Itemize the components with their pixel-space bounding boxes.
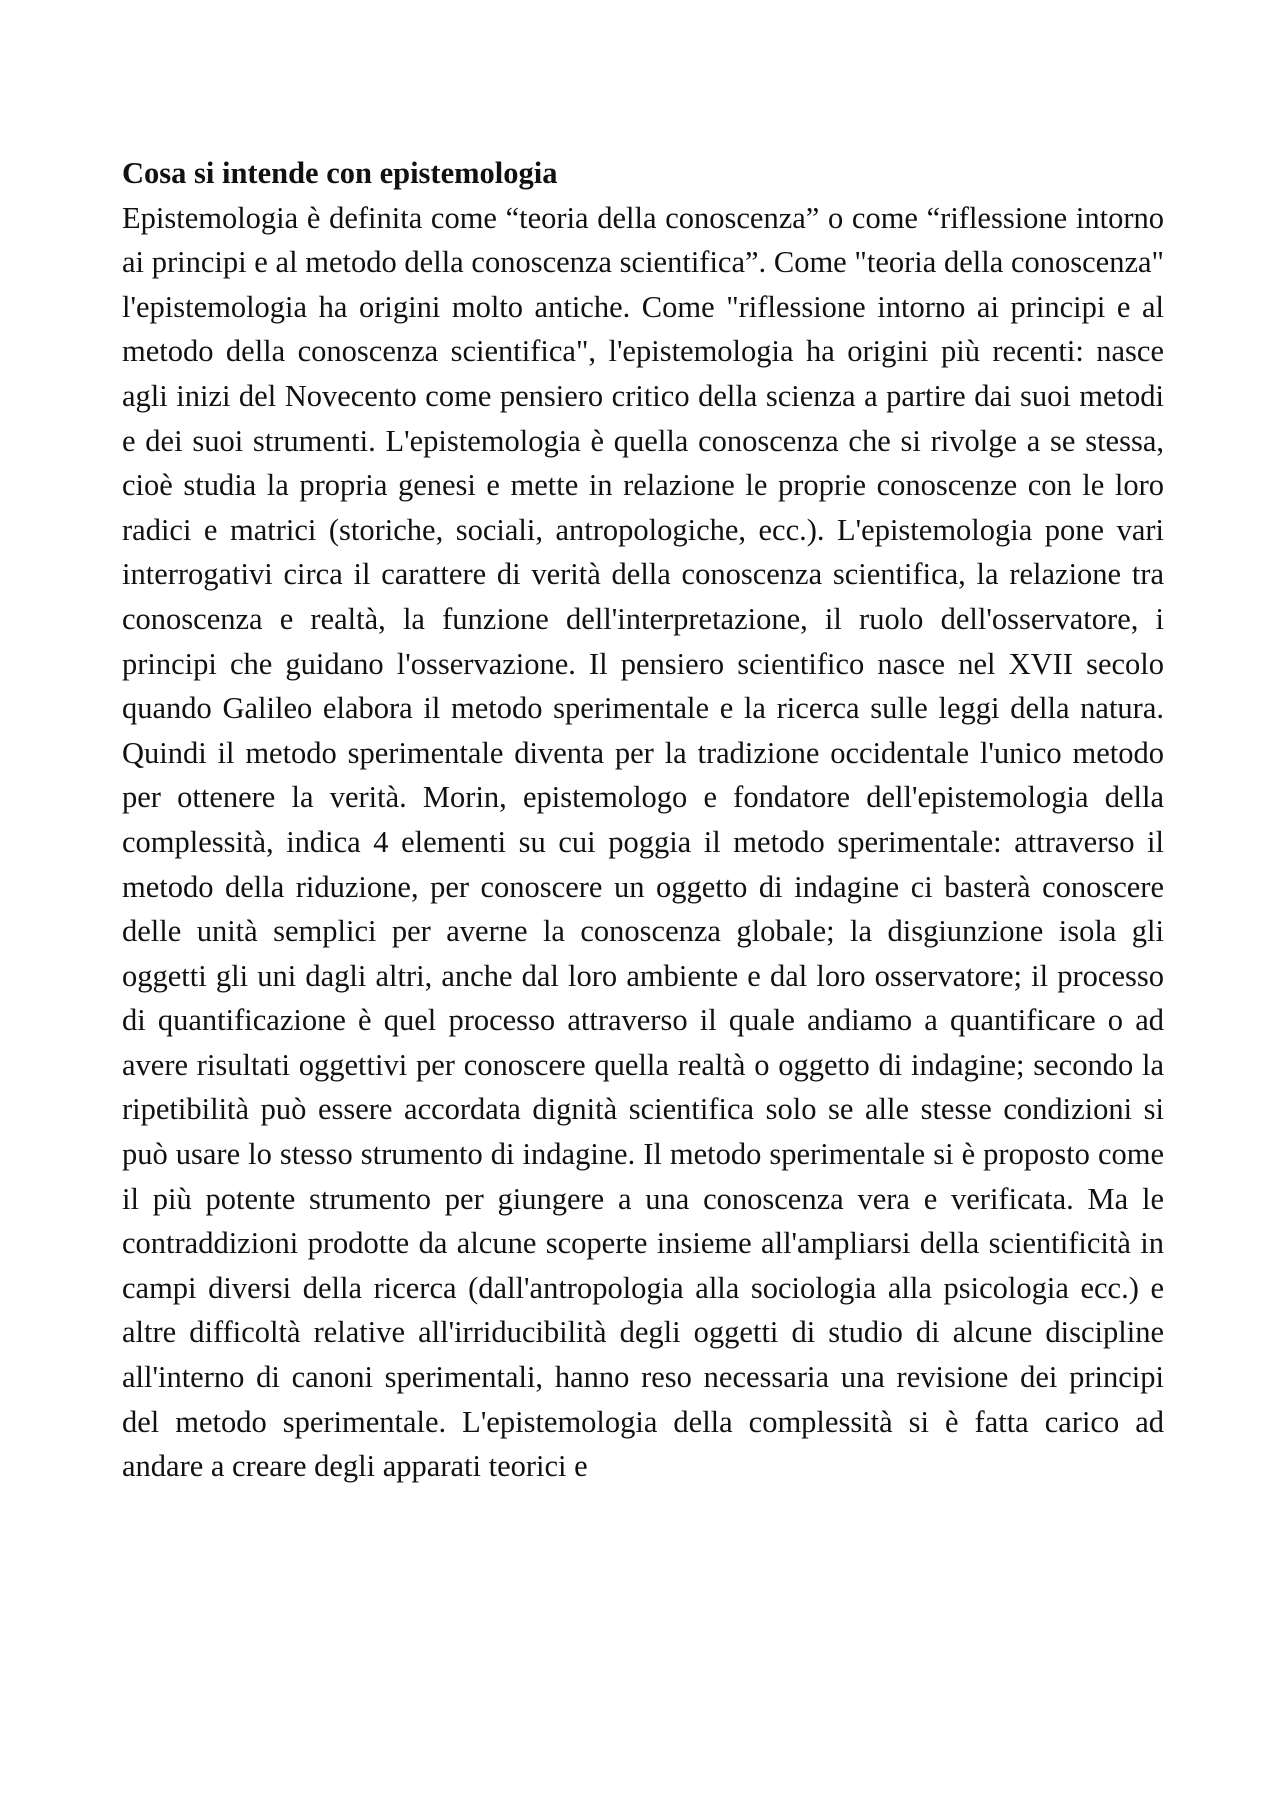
document-body-paragraph: Epistemologia è definita come “teoria della conoscenza” o come “riflessione intorno ai principi e al metodo della conoscenza scientifica”. Come "teoria della conoscenza" l'epistemologia ha origini molto antiche. Come "riflessione intorno ai principi e al metodo della conoscenza scientifica", l'epistemologia ha origini più recenti: nasce agli inizi del Novecento come pensiero critico della scienza a partire dai suoi metodi e dei suoi strumenti. L'epistemologia è quella conoscenza che si rivolge a se stessa, cioè studia la propria genesi e mette in relazione le proprie conoscenze con le loro radici e matrici (storiche, sociali, antropologiche, ecc.). L'epistemologia pone vari interrogativi circa il carattere di verità della conoscenza scientifica, la relazione tra conoscenza e realtà, la funzione dell'interpretazione, il ruolo dell'osservatore, i principi che guidano l'osservazione. Il pensiero scientifico nasce nel XVII secolo quando Galileo elabora il metodo sperimentale e la ricerca sulle leggi della natura. Quindi il metodo sperimentale diventa per la tradizione occidentale l'unico metodo per ottenere la verità. Morin, epistemologo e fondatore dell'epistemologia della complessità, indica 4 elementi su cui poggia il metodo sperimentale: attraverso il metodo della riduzione, per conoscere un oggetto di indagine ci basterà conoscere delle unità semplici per averne la conoscenza globale; la disgiunzione isola gli oggetti gli uni dagli altri, anche dal loro ambiente e dal loro osservatore; il processo di quantificazione è quel processo attraverso il quale andiamo a quantificare o ad avere risultati oggettivi per conoscere quella realtà o oggetto di indagine; secondo la ripetibilità può essere accordata dignità scientifica solo se alle stesse condizioni si può usare lo stesso strumento di indagine. Il metodo sperimentale si è proposto come il più potente strumento per giungere a una conoscenza vera e verificata. Ma le contraddizioni prodotte da alcune scoperte insieme all'ampliarsi della scientificità in campi diversi della ricerca (dall'antropologia alla sociologia alla psicologia ecc.) e altre difficoltà relative all'irriducibilità degli oggetti di studio di alcune discipline all'interno di canoni sperimentali, hanno reso necessaria una revisione dei principi del metodo sperimentale. L'epistemologia della complessità si è fatta carico ad andare a creare degli apparati teorici e [122,200,1164,1484]
document-content [122,151,1164,1489]
document-title: Cosa si intende con epistemologia [122,156,558,190]
